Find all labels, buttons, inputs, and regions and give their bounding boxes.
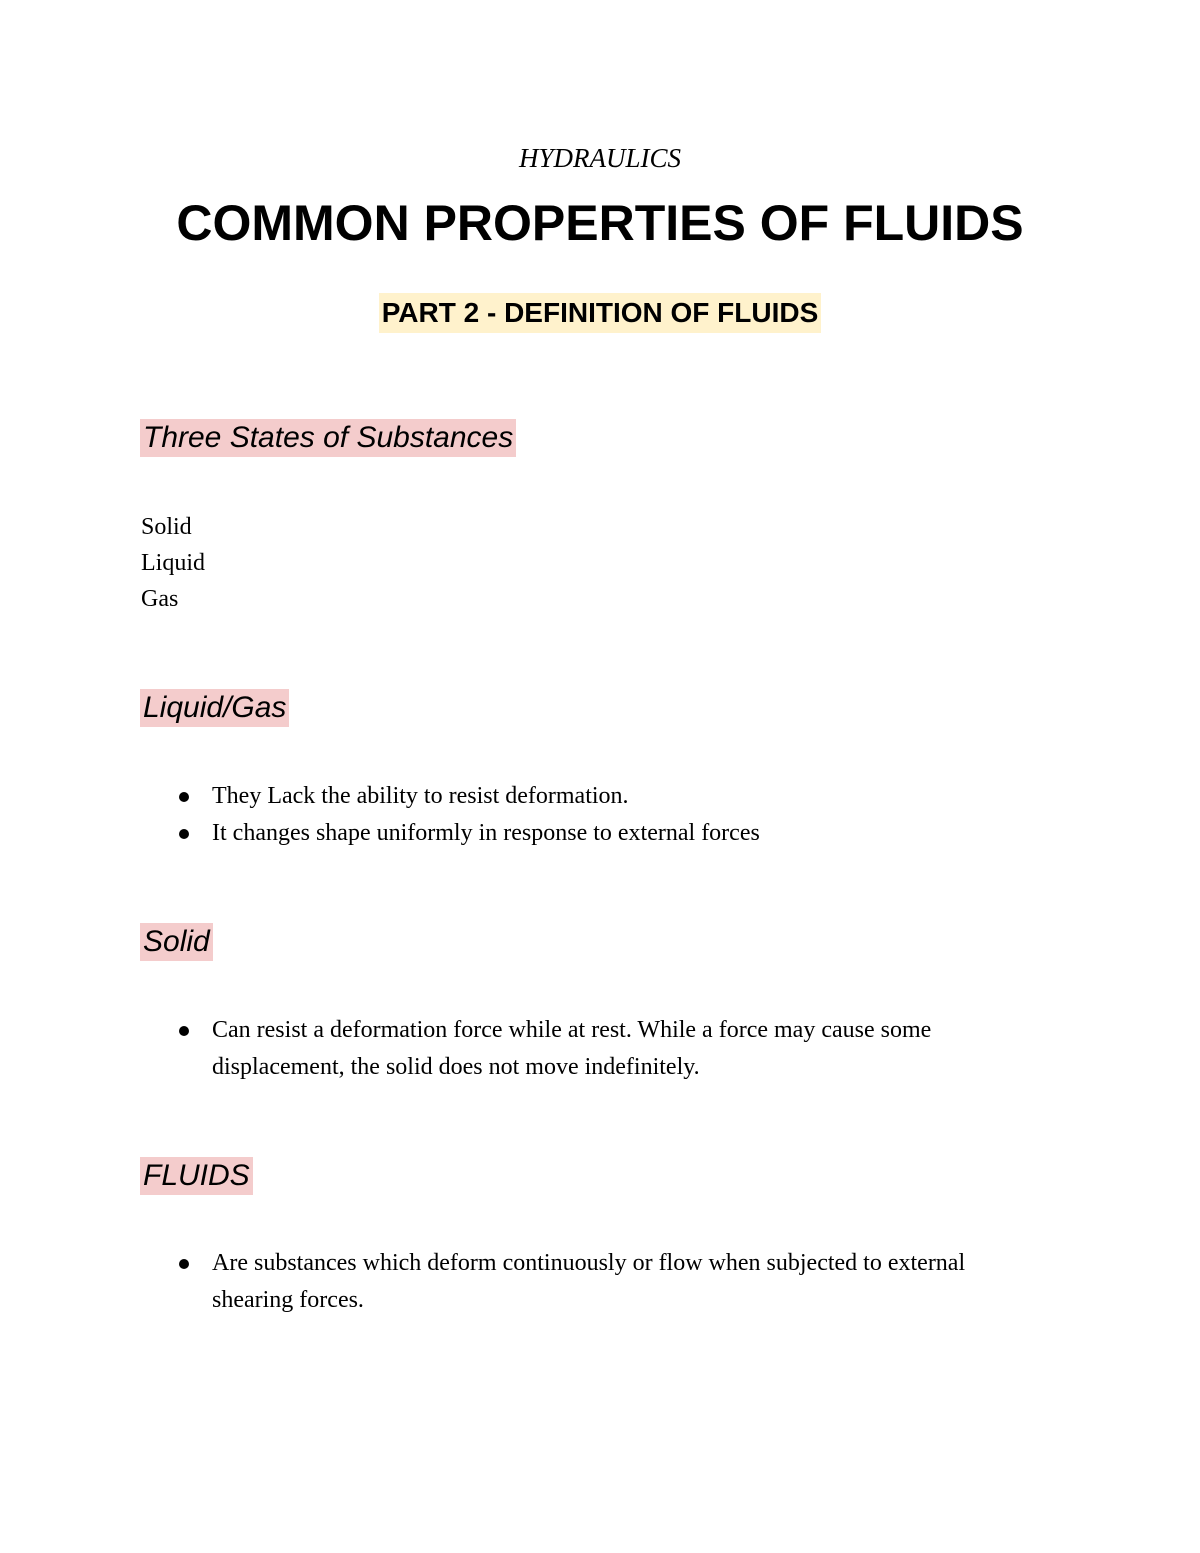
list-item-text: Can resist a deformation force while at rest. While a force may cause some displacement, the solid does not move indefinitely. <box>212 1017 932 1080</box>
bullet-icon <box>179 829 189 839</box>
list-item <box>172 815 1052 852</box>
section-heading-liquid-gas: Liquid/Gas <box>140 689 289 727</box>
state-item-solid: Solid <box>141 514 192 540</box>
list-item <box>172 1012 1052 1086</box>
bullet-icon <box>179 1259 189 1269</box>
liquid-gas-bullet-list <box>172 778 1052 852</box>
fluids-bullet-list <box>172 1245 1052 1319</box>
part-heading-container <box>0 293 1200 333</box>
state-item-liquid: Liquid <box>141 550 205 576</box>
bullet-icon <box>179 1026 189 1036</box>
list-item <box>172 778 1052 815</box>
list-item-text: It changes shape uniformly in response to external forces <box>212 820 760 846</box>
document-title: COMMON PROPERTIES OF FLUIDS <box>176 195 1024 251</box>
section-heading-three-states: Three States of Substances <box>140 419 516 457</box>
list-item <box>172 1245 1052 1319</box>
bullet-icon <box>179 792 189 802</box>
part-heading: PART 2 - DEFINITION OF FLUIDS <box>379 293 822 333</box>
section-heading-fluids: FLUIDS <box>140 1157 253 1195</box>
state-item-gas: Gas <box>141 586 179 612</box>
list-item-text: Are substances which deform continuously or flow when subjected to external shearing forces. <box>212 1250 966 1313</box>
solid-bullet-list <box>172 1012 1052 1086</box>
list-item-text: They Lack the ability to resist deformation. <box>212 783 629 809</box>
section-heading-solid: Solid <box>140 923 213 961</box>
document-subject: HYDRAULICS <box>518 143 681 173</box>
